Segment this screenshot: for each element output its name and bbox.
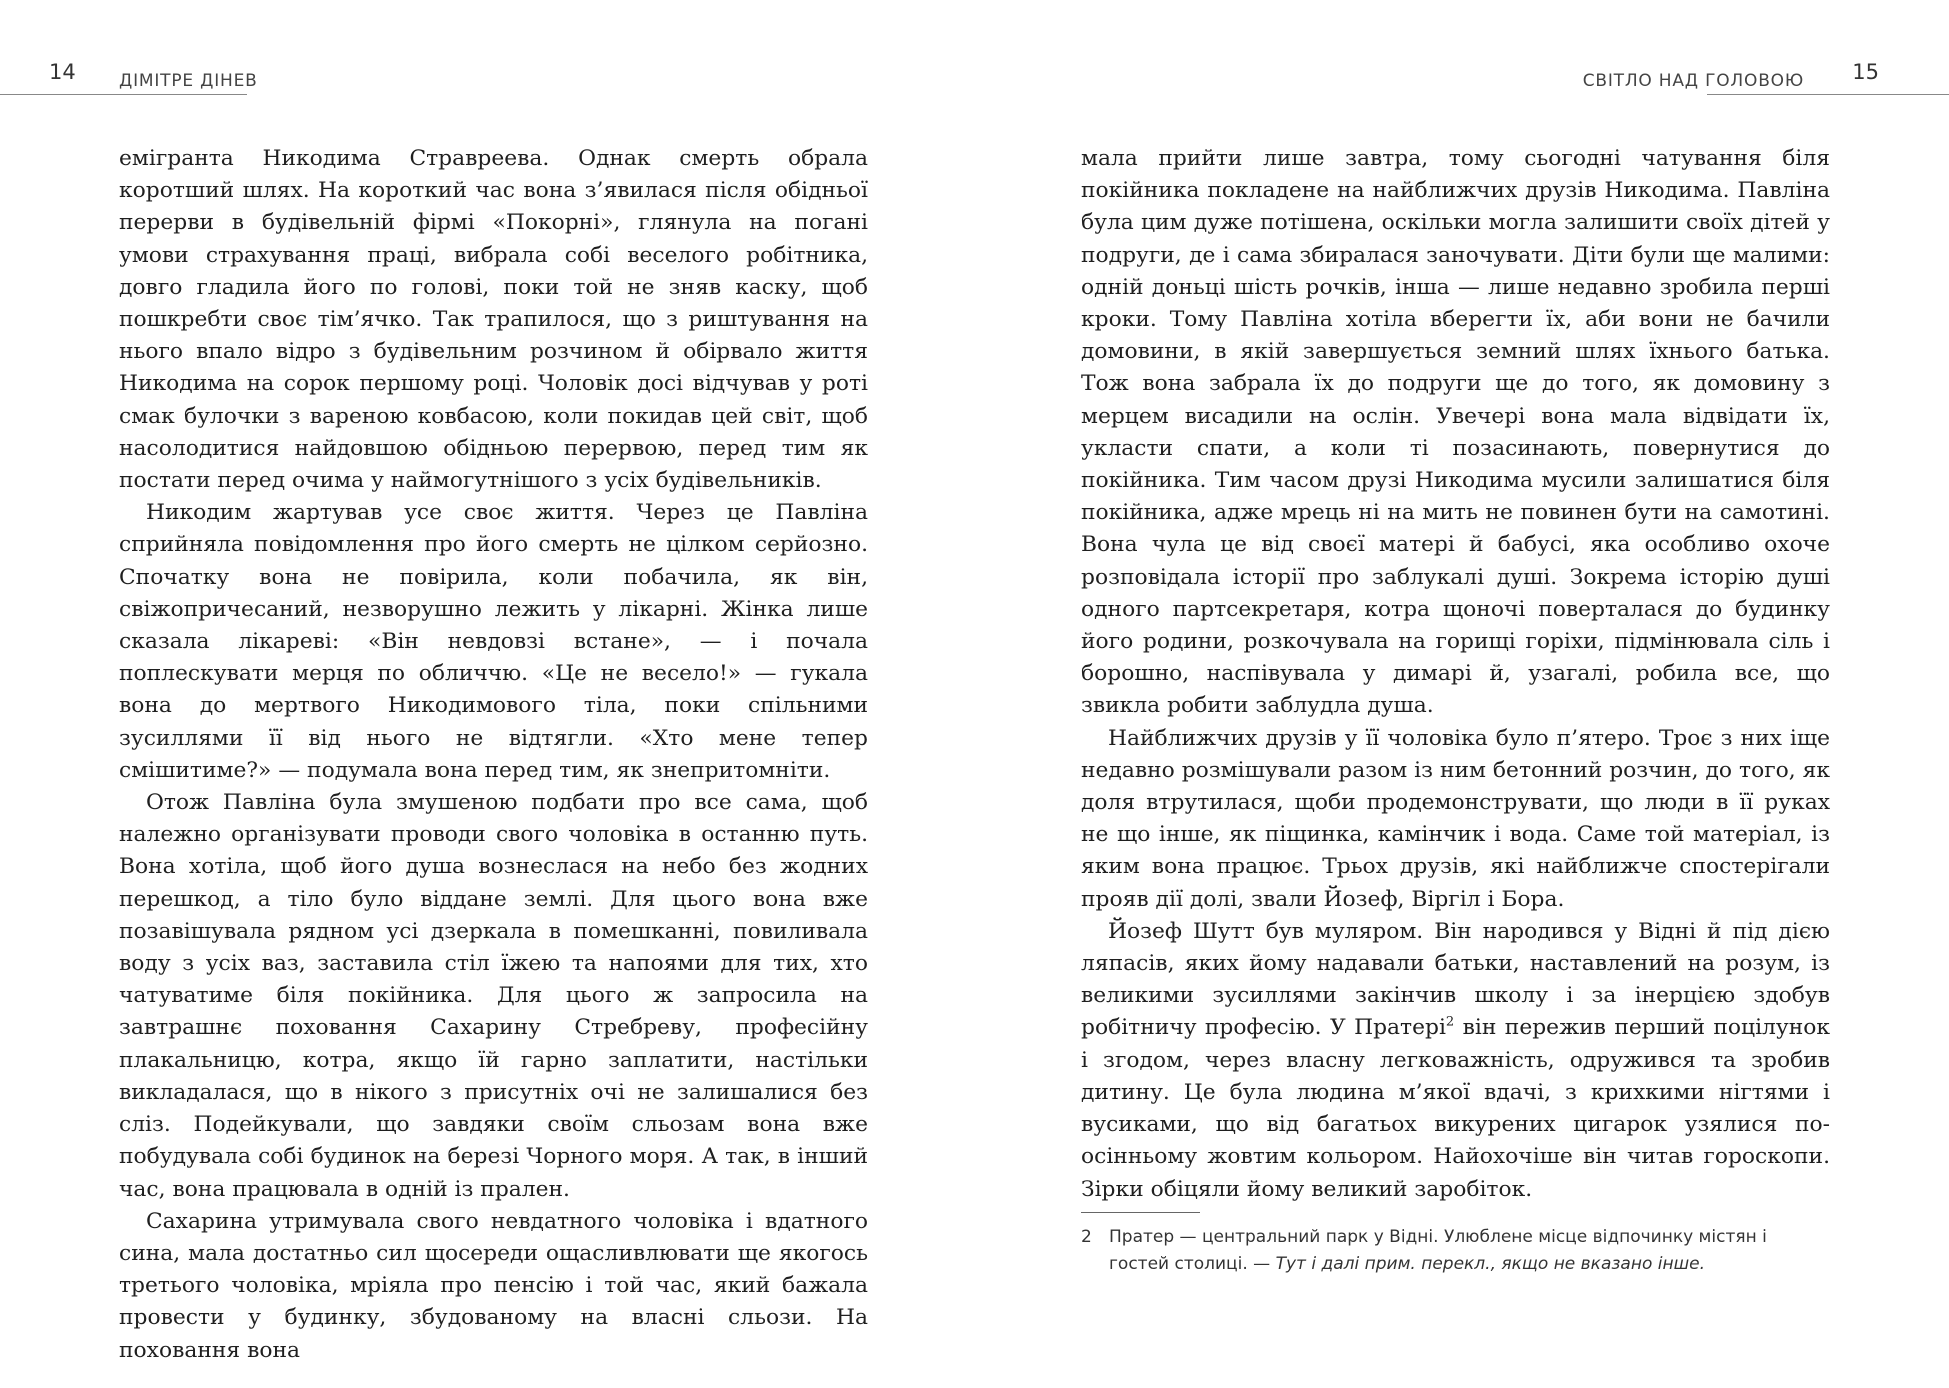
footnote-rule xyxy=(1081,1212,1200,1213)
footnote-italic: Тут і далі прим. перекл., якщо не вказано інше. xyxy=(1275,1254,1706,1274)
footnote-marker[interactable]: 2 xyxy=(1445,1015,1455,1031)
body-text xyxy=(119,143,868,1367)
body-text xyxy=(1081,143,1830,1206)
running-header-title: СВІТЛО НАД ГОЛОВОЮ xyxy=(1582,71,1804,91)
footnote-text: Пратер — центральний парк у Відні. Улюблене місце відпочинку містян і гостей столиці. — xyxy=(1109,1227,1767,1274)
footnote xyxy=(1081,1224,1830,1278)
running-header-author: ДІМІТРЕ ДІНЕВ xyxy=(119,71,258,91)
paragraph xyxy=(1081,916,1830,1206)
paragraph-text: Йозеф Шутт був муляром. Він народився у Відні й під дією ляпасів, яких йому надавали батьки, наставлений на розум, із великими зусиллями закінчив школу і за інерцією здобув робітничу професію. У Пратері xyxy=(1081,918,1830,1041)
paragraph: Отож Павліна була змушеною подбати про все сама, щоб належно організувати проводи свого чоловіка в останню путь. Вона хотіла, щоб його душа вознеслася на небо без жодних перешкод, а тіло було віддане землі. Для цього вона вже позавішувала рядном усі дзеркала в помешканні, повиливала воду з усіх ваз, заставила стіл їжею та напоями для тих, хто чатуватиме біля покійника. Для цього ж запросила на завтрашнє поховання Сахарину Стребреву, професійну плакальницю, котра, якщо їй гарно заплатити, настільки викладалася, що в нікого з присутніх очі не залишалися без сліз. Подейкували, що завдяки своїм сльозам вона вже побудувала собі будинок на березі Чорного моря. А так, в інший час, вона працювала в одній із прален. xyxy=(119,790,868,1202)
footnote-number: 2 xyxy=(1081,1227,1092,1247)
paragraph: Сахарина утримувала свого невдатного чоловіка і вдатного сина, мала достатньо сил щосереди ощасливлювати ще якогось третього чоловіка, мріяла про пенсію і той час, який бажала провести у будинку, збудованому на власні сльози. На поховання вона xyxy=(119,1208,868,1363)
footnote-body xyxy=(1109,1224,1830,1278)
paragraph-text: він пережив перший поцілунок і згодом, через власну легковажність, одружився та зробив дитину. Це була людина м’якої вдачі, з крихкими нігтями і вусиками, що від багатьох викурених цигарок узялися по-осінньому жовтим кольором. Найохочіше він читав гороскопи. Зірки обіцяли йому великий заробіток. xyxy=(1081,1015,1830,1202)
page-number: 15 xyxy=(1852,60,1879,84)
right-page xyxy=(975,0,1949,1388)
left-page xyxy=(0,0,974,1388)
page-number: 14 xyxy=(49,60,76,84)
header-rule xyxy=(1707,94,1949,95)
paragraph: мала прийти лише завтра, тому сьогодні чатування біля покійника покладене на найближчих друзів Никодима. Павліна була цим дуже потішена, оскільки могла залишити своїх дітей у подруги, де і сама збиралася заночувати. Діти були ще малими: одній доньці шість рочків, інша — лише недавно зробила перші кроки. Тому Павліна хотіла вберегти їх, аби вони не бачили домовини, в якій завершується земний шлях їхнього батька. Тож вона забрала їх до подруги ще до того, як домовину з мерцем висадили на ослін. Увечері вона мала відвідати їх, укласти спати, а коли ті позасинають, повернутися до покійника. Тим часом друзі Никодима мусили залишатися біля покійника, адже мрець ні на мить не повинен бути на самотині. Вона чула це від своєї матері й бабусі, яка особливо охоче розповідала історії про заблукалі душі. Зокрема історію душі одного партсекретаря, котра щоночі поверталася до будинку його родини, розкочувала на горищі горіхи, підмінювала сіль і борошно, наспівувала у димарі й, узагалі, робила все, що звикла робити заблудла душа. xyxy=(1081,146,1830,719)
paragraph: емігранта Никодима Стравреева. Однак смерть обрала коротший шлях. На короткий час вона з’явилася після обідньої перерви в будівельній фірмі «Покорні», глянула на погані умови страхування праці, вибрала собі веселого робітника, довго гладила його по голові, поки той не зняв каску, щоб пошкребти своє тім’ячко. Так трапилося, що з риштування на нього впало відро з будівельним розчином й обірвало життя Никодима на сорок першому році. Чоловік досі відчував у роті смак булочки з вареною ковбасою, коли покидав цей світ, щоб насолодитися найдовшою обідньою перервою, перед тим як постати перед очима у наймогутнішого з усіх будівельників. xyxy=(119,146,868,494)
paragraph: Никодим жартував усе своє життя. Через це Павліна сприйняла повідомлення про його смерть не цілком серйозно. Спочатку вона не повірила, коли побачила, як він, свіжопричесаний, незворушно лежить у лікарні. Жінка лише сказала лікареві: «Він невдовзі встане», — і почала поплескувати мерця по обличчю. «Це не весело!» — гукала вона до мертвого Никодимового тіла, поки спільними зусиллями її від нього не відтягли. «Хто мене тепер смішитиме?» — подумала вона перед тим, як знепритомніти. xyxy=(119,500,868,783)
header-rule xyxy=(0,94,247,95)
paragraph: Найближчих друзів у її чоловіка було п’ятеро. Троє з них іще недавно розмішували разом із ним бетонний розчин, до того, як доля втрутилася, щоби продемонструвати, що люди в її руках не що інше, як піщинка, камінчик і вода. Саме той матеріал, із яким вона працює. Трьох друзів, які найближче спостерігали прояв дії долі, звали Йозеф, Віргіл і Бора. xyxy=(1081,725,1830,912)
